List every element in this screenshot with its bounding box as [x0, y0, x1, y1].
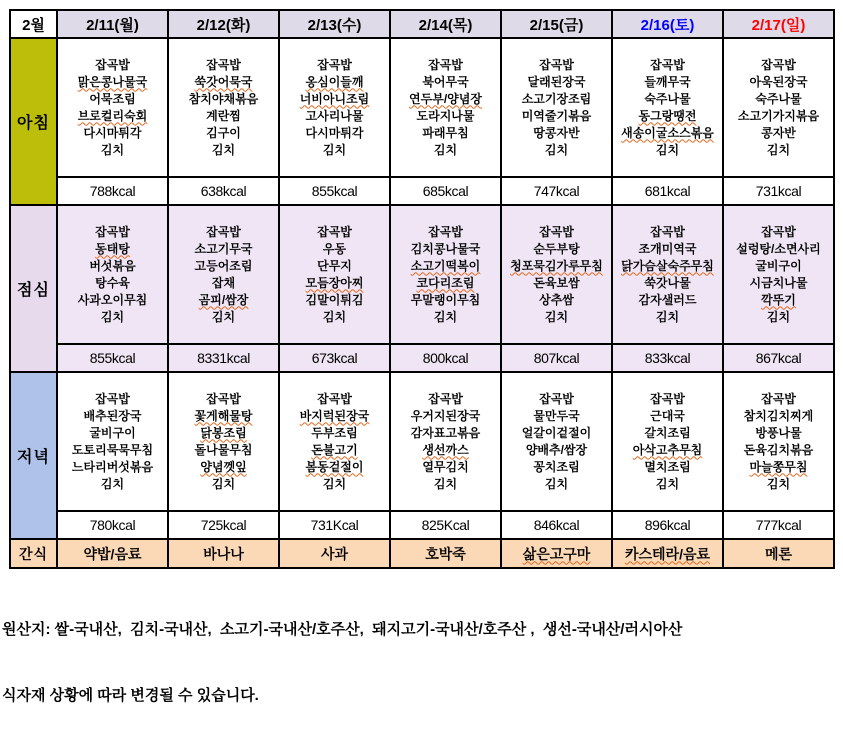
menu-item: 동그랑땡전: [638, 108, 697, 123]
menu-cell-dinner-2: [279, 372, 390, 511]
day-header-2: 2/13(수): [279, 10, 390, 38]
menu-item: 김치: [544, 476, 569, 491]
menu-item: 김치: [766, 142, 791, 157]
menu-item: 브로컬리숙회: [77, 108, 148, 123]
menu-item: 땅콩자반: [533, 125, 580, 140]
menu-item: 잡채: [211, 275, 236, 290]
meal-label-breakfast: 아침: [10, 38, 57, 205]
menu-item: 김치콩나물국: [410, 241, 481, 256]
menu-item: 잡곡밥: [539, 224, 574, 239]
kcal-cell-breakfast-3: 685kcal: [390, 177, 501, 205]
menu-item: 도라지나물: [416, 108, 475, 123]
menu-item: 잡곡밥: [95, 57, 130, 72]
menu-item: 김치: [100, 142, 125, 157]
menu-item: 물만두국: [533, 408, 580, 423]
menu-item: 버섯볶음: [89, 258, 136, 273]
menu-item: 갈치조림: [644, 425, 691, 440]
origin-note-line1: 원산지: 쌀-국내산, 김치-국내산, 소고기-국내산/호주산, 돼지고기-국내산/호주산 , 생선-국내산/러시아산: [2, 621, 683, 638]
menu-item: 김치: [211, 142, 236, 157]
menu-item: 김치: [766, 476, 791, 491]
menu-item: 고사리나물: [305, 108, 364, 123]
menu-item: 김치: [211, 309, 236, 324]
menu-item: 잡곡밥: [650, 57, 685, 72]
menu-item: 닭봉조림: [200, 425, 247, 440]
kcal-cell-dinner-0: 780kcal: [57, 511, 168, 539]
menu-item: 방풍나물: [755, 425, 802, 440]
menu-item: 우동: [322, 241, 347, 256]
kcal-cell-dinner-1: 725kcal: [168, 511, 279, 539]
menu-item: 김치: [211, 476, 236, 491]
kcal-cell-breakfast-2: 855kcal: [279, 177, 390, 205]
menu-item: 숙주나물: [644, 91, 691, 106]
snack-cell-6: [723, 539, 834, 568]
menu-item: 소고기장조림: [521, 91, 592, 106]
menu-item: 감자표고볶음: [410, 425, 481, 440]
menu-item: 달래된장국: [527, 74, 586, 89]
menu-item: 너비아니조림: [299, 91, 370, 106]
menu-item: 동태탕: [95, 241, 130, 256]
menu-item: 김치: [655, 476, 680, 491]
menu-item: 아욱된장국: [749, 74, 808, 89]
menu-item: 청포묵김가루무침: [510, 258, 603, 273]
snack-item: 호박죽: [425, 545, 466, 562]
menu-item: 파래무침: [422, 125, 469, 140]
meal-label-lunch: 점심: [10, 205, 57, 372]
menu-item: 아삭고추무침: [632, 442, 703, 457]
menu-item: 김치: [655, 142, 680, 157]
menu-item: 열무김치: [422, 459, 469, 474]
kcal-cell-breakfast-4: 747kcal: [501, 177, 612, 205]
menu-cell-breakfast-1: [168, 38, 279, 177]
kcal-cell-dinner-5: 896kcal: [612, 511, 723, 539]
menu-item: 두부조림: [311, 425, 358, 440]
menu-item: 상추쌈: [539, 292, 574, 307]
menu-item: 시금치나물: [749, 275, 808, 290]
menu-item: 돈육김치볶음: [743, 442, 814, 457]
menu-item: 돌나물무침: [194, 442, 253, 457]
weekly-meal-plan-page: [0, 9, 843, 704]
menu-item: 김치: [322, 309, 347, 324]
menu-item: 옹심이들깨: [305, 74, 364, 89]
snack-item: 카스테라/음료: [624, 545, 711, 562]
menu-item: 돈불고기: [311, 442, 358, 457]
menu-item: 김치: [433, 142, 458, 157]
menu-item: 마늘쫑무침: [749, 459, 808, 474]
menu-item: 근대국: [650, 408, 685, 423]
menu-item: 잡곡밥: [428, 391, 463, 406]
menu-item: 무말랭이무침: [410, 292, 481, 307]
menu-item: 잡곡밥: [650, 224, 685, 239]
menu-item: 소고기무국: [194, 241, 253, 256]
menu-item: 바지럭된장국: [299, 408, 370, 423]
snack-item: 메론: [764, 545, 793, 562]
snack-cell-2: [279, 539, 390, 568]
meal-table-body: [10, 10, 834, 568]
menu-item: 잡곡밥: [206, 391, 241, 406]
snack-cell-0: [57, 539, 168, 568]
menu-item: 잡곡밥: [317, 391, 352, 406]
origin-note: [2, 575, 843, 751]
menu-item: 돈육보쌈: [533, 275, 580, 290]
kcal-cell-lunch-2: 673kcal: [279, 344, 390, 372]
menu-item: 소고기떡복이: [410, 258, 481, 273]
menu-item: 들깨무국: [644, 74, 691, 89]
menu-cell-dinner-6: [723, 372, 834, 511]
snack-cell-1: [168, 539, 279, 568]
menu-item: 멸치조림: [644, 459, 691, 474]
menu-cell-breakfast-4: [501, 38, 612, 177]
kcal-cell-breakfast-1: 638kcal: [168, 177, 279, 205]
menu-item: 미역줄기볶음: [521, 108, 592, 123]
menu-item: 잡곡밥: [95, 391, 130, 406]
menu-item: 모듬장아찌: [305, 275, 364, 290]
menu-item: 김치: [100, 309, 125, 324]
menu-item: 쑥갓어묵국: [194, 74, 253, 89]
menu-item: 굴비구이: [755, 258, 802, 273]
menu-item: 참치김치찌게: [743, 408, 814, 423]
kcal-cell-dinner-4: 846kcal: [501, 511, 612, 539]
menu-item: 깍뚜기: [761, 292, 796, 307]
menu-cell-dinner-3: [390, 372, 501, 511]
menu-item: 쑥갓나물: [644, 275, 691, 290]
menu-item: 감자샐러드: [638, 292, 697, 307]
menu-item: 단무지: [317, 258, 352, 273]
menu-item: 잡곡밥: [206, 57, 241, 72]
kcal-cell-breakfast-6: 731kcal: [723, 177, 834, 205]
menu-item: 탕수육: [95, 275, 130, 290]
day-header-6: 2/17(일): [723, 10, 834, 38]
menu-item: 잡곡밥: [317, 224, 352, 239]
menu-item: 잡곡밥: [761, 224, 796, 239]
menu-item: 사과오이무침: [77, 292, 148, 307]
menu-item: 연두부/양념장: [409, 91, 482, 106]
kcal-cell-lunch-0: 855kcal: [57, 344, 168, 372]
menu-item: 어묵조림: [89, 91, 136, 106]
menu-item: 김치: [322, 476, 347, 491]
meal-label-dinner: 저녁: [10, 372, 57, 539]
menu-item: 잡곡밥: [761, 57, 796, 72]
kcal-cell-breakfast-0: 788kcal: [57, 177, 168, 205]
menu-cell-dinner-0: [57, 372, 168, 511]
menu-cell-lunch-4: [501, 205, 612, 344]
menu-item: 소고기가지볶음: [737, 108, 820, 123]
day-header-1: 2/12(화): [168, 10, 279, 38]
menu-item: 설렁탕/소면사리: [736, 241, 821, 256]
menu-item: 잡곡밥: [428, 57, 463, 72]
menu-item: 느타리버섯볶음: [71, 459, 154, 474]
snack-label: 간식: [10, 539, 57, 568]
menu-item: 숙주나물: [755, 91, 802, 106]
origin-note-line2: 식자재 상황에 따라 변경될 수 있습니다.: [2, 687, 259, 704]
menu-item: 김치: [100, 476, 125, 491]
menu-cell-breakfast-0: [57, 38, 168, 177]
menu-item: 김치: [544, 142, 569, 157]
menu-item: 잡곡밥: [650, 391, 685, 406]
menu-cell-dinner-5: [612, 372, 723, 511]
menu-item: 순두부탕: [533, 241, 580, 256]
menu-item: 콩자반: [761, 125, 796, 140]
menu-item: 생선까스: [422, 442, 469, 457]
kcal-cell-breakfast-5: 681kcal: [612, 177, 723, 205]
menu-item: 고등어조림: [194, 258, 253, 273]
menu-item: 잡곡밥: [317, 57, 352, 72]
kcal-cell-dinner-6: 777kcal: [723, 511, 834, 539]
menu-cell-breakfast-6: [723, 38, 834, 177]
menu-item: 잡곡밥: [206, 224, 241, 239]
menu-item: 참치야채볶음: [188, 91, 259, 106]
menu-item: 꽃게해물탕: [194, 408, 253, 423]
menu-item: 닭가슴살숙주무침: [621, 258, 714, 273]
menu-cell-lunch-5: [612, 205, 723, 344]
menu-item: 곰피/쌈장: [198, 292, 249, 307]
kcal-cell-dinner-2: 731Kcal: [279, 511, 390, 539]
weekly-meal-table: [9, 9, 835, 569]
menu-item: 김구이: [206, 125, 241, 140]
menu-cell-lunch-6: [723, 205, 834, 344]
menu-item: 잡곡밥: [761, 391, 796, 406]
kcal-cell-lunch-1: 8331kcal: [168, 344, 279, 372]
menu-cell-dinner-1: [168, 372, 279, 511]
menu-item: 얼갈이겉절이: [521, 425, 592, 440]
menu-cell-breakfast-5: [612, 38, 723, 177]
menu-item: 코다리조림: [416, 275, 475, 290]
menu-item: 조개미역국: [638, 241, 697, 256]
menu-item: 도토리묵묵무침: [71, 442, 154, 457]
menu-item: 새송이굴소스볶음: [621, 125, 714, 140]
menu-item: 김치: [322, 142, 347, 157]
menu-item: 잡곡밥: [539, 391, 574, 406]
menu-item: 김치: [433, 309, 458, 324]
menu-cell-breakfast-3: [390, 38, 501, 177]
menu-item: 꽁치조림: [533, 459, 580, 474]
menu-item: 굴비구이: [89, 425, 136, 440]
menu-item: 양배추/쌈장: [525, 442, 588, 457]
kcal-cell-dinner-3: 825Kcal: [390, 511, 501, 539]
menu-item: 봄동겉절이: [305, 459, 364, 474]
menu-item: 양념껫잎: [200, 459, 247, 474]
menu-item: 김치: [544, 309, 569, 324]
kcal-cell-lunch-4: 807kcal: [501, 344, 612, 372]
menu-cell-lunch-1: [168, 205, 279, 344]
menu-item: 잡곡밥: [95, 224, 130, 239]
day-header-3: 2/14(목): [390, 10, 501, 38]
menu-item: 다시마튀각: [305, 125, 364, 140]
menu-item: 잡곡밥: [428, 224, 463, 239]
kcal-cell-lunch-3: 800kcal: [390, 344, 501, 372]
snack-item: 약밥/음료: [83, 545, 142, 562]
menu-cell-dinner-4: [501, 372, 612, 511]
snack-cell-3: [390, 539, 501, 568]
month-cell: 2월: [10, 10, 57, 38]
snack-item: 사과: [320, 545, 349, 562]
menu-cell-lunch-2: [279, 205, 390, 344]
menu-item: 김치: [766, 309, 791, 324]
kcal-cell-lunch-5: 833kcal: [612, 344, 723, 372]
snack-cell-4: [501, 539, 612, 568]
day-header-5: 2/16(토): [612, 10, 723, 38]
menu-item: 계란찜: [206, 108, 241, 123]
menu-item: 잡곡밥: [539, 57, 574, 72]
menu-cell-lunch-3: [390, 205, 501, 344]
kcal-cell-lunch-6: 867kcal: [723, 344, 834, 372]
snack-cell-5: [612, 539, 723, 568]
menu-cell-breakfast-2: [279, 38, 390, 177]
menu-item: 북어무국: [422, 74, 469, 89]
menu-item: 우거지된장국: [410, 408, 481, 423]
menu-item: 맑은콩나물국: [77, 74, 148, 89]
menu-item: 김치: [655, 309, 680, 324]
menu-item: 김치: [433, 476, 458, 491]
menu-cell-lunch-0: [57, 205, 168, 344]
menu-item: 다시마튀각: [83, 125, 142, 140]
snack-item: 삶은고구마: [522, 545, 591, 562]
menu-item: 김말이튀김: [305, 292, 364, 307]
day-header-4: 2/15(금): [501, 10, 612, 38]
day-header-0: 2/11(월): [57, 10, 168, 38]
snack-item: 바나나: [203, 545, 244, 562]
menu-item: 배추된장국: [83, 408, 142, 423]
